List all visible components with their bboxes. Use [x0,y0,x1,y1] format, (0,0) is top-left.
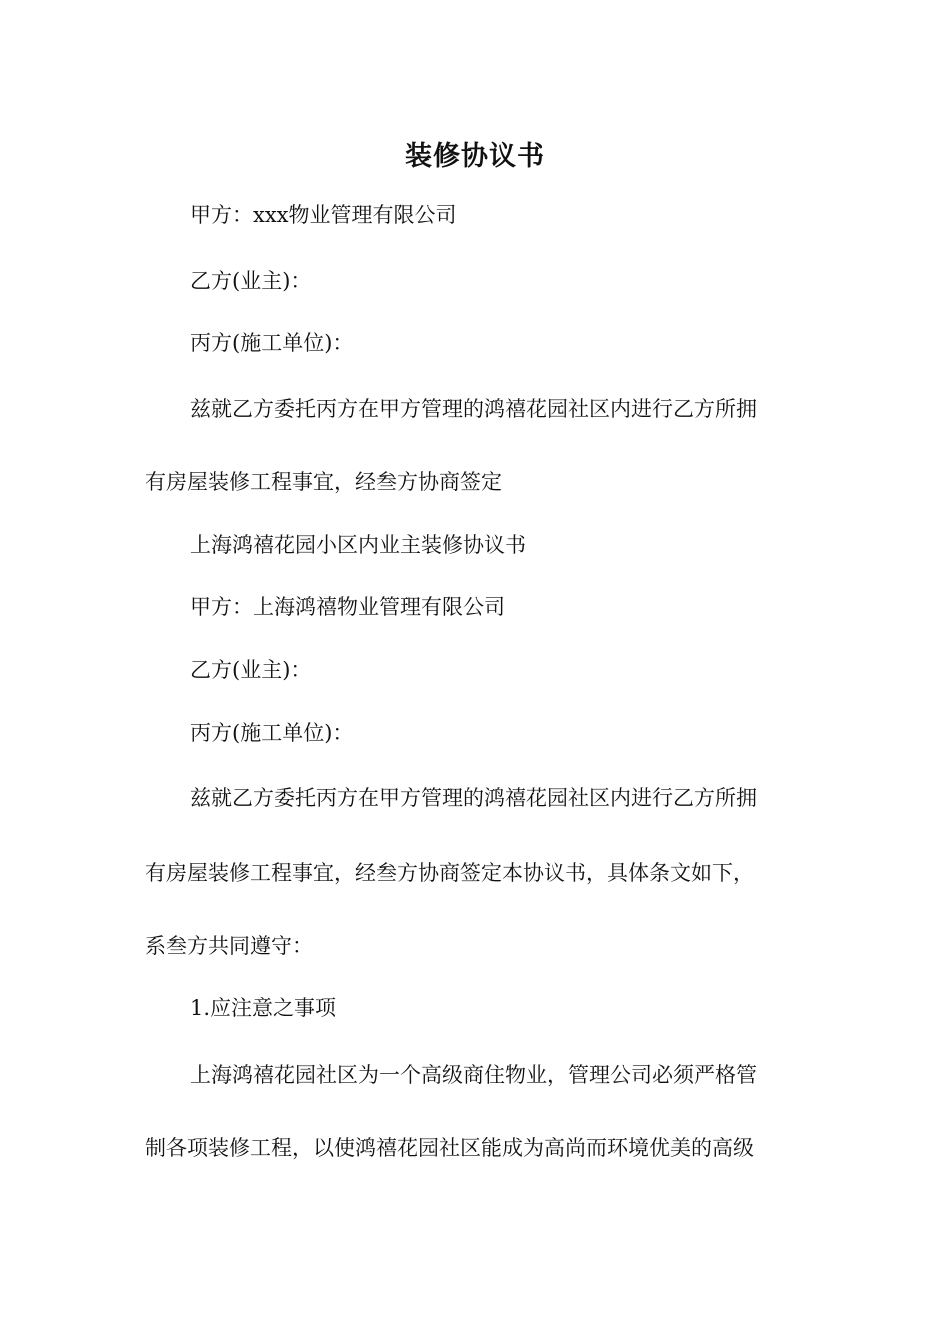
paragraph-line: 制各项装修工程，以使鸿禧花园社区能成为高尚而环境优美的高级 [145,1136,754,1160]
party-c-line: 丙方(施工单位)： [190,331,354,355]
document-title: 装修协议书 [405,141,545,172]
paragraph-line: 上海鸿禧花园社区为一个高级商住物业，管理公司必须严格管 [190,1063,757,1087]
paragraph-line: 兹就乙方委托丙方在甲方管理的鸿禧花园社区内进行乙方所拥 [190,397,757,421]
party-b-line: 乙方(业主)： [190,658,312,682]
paragraph-line: 系叁方共同遵守： [145,934,313,958]
party-c-line: 丙方(施工单位)： [190,721,354,745]
party-b-line: 乙方(业主)： [190,269,312,293]
paragraph-line: 有房屋装修工程事宜，经叁方协商签定 [145,470,502,494]
paragraph-line: 兹就乙方委托丙方在甲方管理的鸿禧花园社区内进行乙方所拥 [190,786,757,810]
subtitle-line: 上海鸿禧花园小区内业主装修协议书 [190,533,526,557]
party-a-line: 甲方：上海鸿禧物业管理有限公司 [190,595,505,619]
section-heading: 1.应注意之事项 [190,996,337,1020]
party-a-line: 甲方：xxx物业管理有限公司 [190,203,457,227]
paragraph-line: 有房屋装修工程事宜，经叁方协商签定本协议书，具体条文如下， [145,861,754,885]
